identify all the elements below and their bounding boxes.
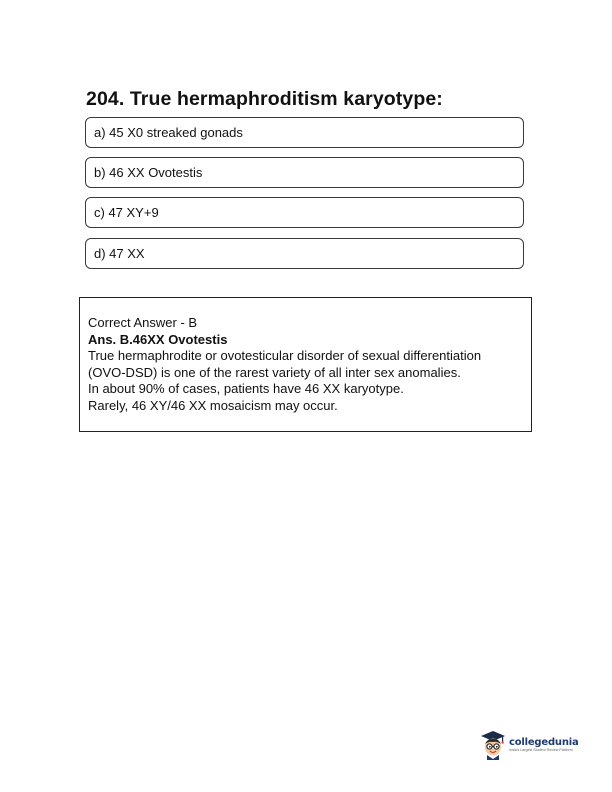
option-d-label: d) 47 XX	[94, 246, 145, 261]
collegedunia-logo	[480, 728, 584, 762]
option-a-label: a) 45 X0 streaked gonads	[94, 125, 243, 140]
explanation-line-3: In about 90% of cases, patients have 46 XX karyotype.	[88, 381, 404, 396]
logo-brand-text: collegedunia	[509, 737, 579, 748]
option-c[interactable]	[85, 197, 524, 228]
question-title: 204. True hermaphroditism karyotype:	[86, 88, 443, 110]
correct-answer-text: Correct Answer - B	[88, 315, 198, 330]
explanation-line-1: True hermaphrodite or ovotesticular disorder of sexual differentiation	[88, 348, 482, 363]
answer-explanation-box	[79, 297, 532, 432]
explanation-line-2: (OVO-DSD) is one of the rarest variety of all inter sex anomalies.	[88, 364, 461, 380]
explanation-line-4: Rarely, 46 XY/46 XX mosaicism may occur.	[88, 397, 338, 413]
option-c-label: c) 47 XY+9	[94, 205, 159, 220]
logo-tagline: India's Largest Student Review Platform	[509, 748, 573, 752]
mascot-icon	[480, 730, 506, 760]
option-d[interactable]	[85, 238, 524, 269]
answer-heading: Ans. B.46XX Ovotestis	[88, 331, 228, 347]
option-a[interactable]	[85, 117, 524, 148]
option-b-label: b) 46 XX Ovotestis	[94, 165, 203, 180]
option-b[interactable]	[85, 157, 524, 188]
